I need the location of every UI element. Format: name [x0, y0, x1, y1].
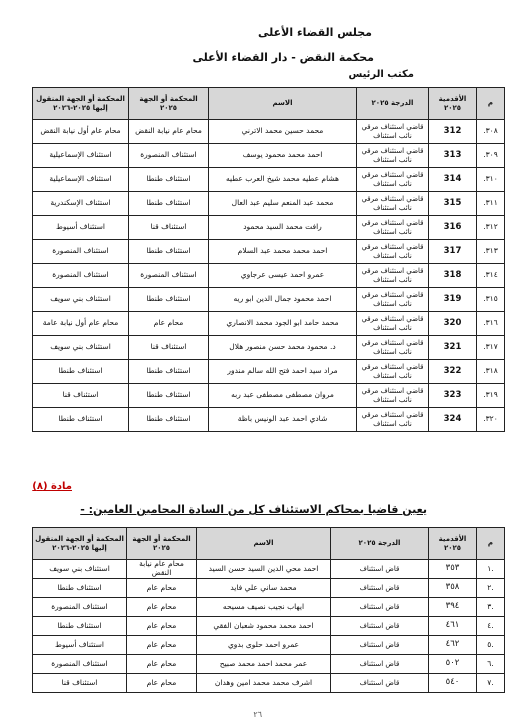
table-row — [33, 598, 505, 617]
cell-rank: 316 — [429, 216, 477, 240]
cell-rank: 324 — [429, 408, 477, 432]
cell-name: احمد محمد محمد عبد السلام — [209, 240, 357, 264]
page-number: ٢٦ — [253, 710, 262, 719]
cell-court: استئناف طنطا — [129, 360, 209, 384]
cell-m: ٣٢٠. — [477, 408, 505, 432]
cell-degree: قاض استئناف — [331, 560, 429, 579]
cell-court: استئناف المنصورة — [129, 144, 209, 168]
table-row — [33, 655, 505, 674]
cell-m: .٦ — [477, 655, 505, 674]
col-degree: الدرجة ٢٠٢٥ — [331, 528, 429, 560]
cell-degree: قاضي استئناف مرقي نائب استئناف — [357, 216, 429, 240]
article-number: مادة (٨) — [32, 481, 72, 492]
cell-name: ايهاب نجيب نصيف مسيحه — [197, 598, 331, 617]
cell-name: محمد ساني علي فايد — [197, 579, 331, 598]
cell-court: استئناف طنطا — [129, 240, 209, 264]
cell-court: محام عام — [127, 598, 197, 617]
cell-degree: قاضي استئناف مرقي نائب استئناف — [357, 336, 429, 360]
cell-degree: قاض استئناف — [331, 598, 429, 617]
appointments-table — [32, 527, 505, 693]
cell-name: مراد سيد احمد فتح الله سالم مندور — [209, 360, 357, 384]
cell-court: استئناف قنا — [129, 216, 209, 240]
cell-rank: 320 — [429, 312, 477, 336]
cell-court: استئناف المنصورة — [129, 264, 209, 288]
cell-m: ٣٠٩. — [477, 144, 505, 168]
cell-court: استئناف طنطا — [129, 408, 209, 432]
court-title: محكمة النقض - دار القضاء الأعلى — [192, 51, 374, 64]
cell-dest: محام عام أول نيابة النقض — [33, 120, 129, 144]
table-row — [33, 384, 505, 408]
cell-degree: قاضي استئناف مرقي نائب استئناف — [357, 240, 429, 264]
cell-dest: استئناف المنصورة — [33, 240, 129, 264]
cell-name: شادي احمد عبد الونيس باظة — [209, 408, 357, 432]
cell-court: محام عام — [127, 674, 197, 693]
table-row — [33, 216, 505, 240]
col-court: المحكمة أو الجهة ٢٠٢٥ — [129, 88, 209, 120]
cell-degree: قاضي استئناف مرقي نائب استئناف — [357, 312, 429, 336]
cell-dest: استئناف أسيوط — [33, 636, 127, 655]
col-name: الاسم — [209, 88, 357, 120]
cell-name: اشرف محمد محمد امين وهدان — [197, 674, 331, 693]
cell-rank: 314 — [429, 168, 477, 192]
cell-degree: قاض استئناف — [331, 579, 429, 598]
cell-m: .٧ — [477, 674, 505, 693]
transfers-table — [32, 87, 505, 432]
table-row — [33, 192, 505, 216]
cell-rank: 322 — [429, 360, 477, 384]
cell-dest: استئناف بني سويف — [33, 288, 129, 312]
cell-degree: قاضي استئناف مرقي نائب استئناف — [357, 288, 429, 312]
col-rank: الأقدمية ٢٠٢٥ — [429, 528, 477, 560]
col-dest: المحكمة أو الجهة المنقول إليها ٢٠٢٥-٢٠٢٦ — [33, 88, 129, 120]
cell-name: احمد محمود جمال الدين ابو ريه — [209, 288, 357, 312]
cell-rank: ٣٥٨ — [429, 579, 477, 598]
cell-court: استئناف طنطا — [129, 288, 209, 312]
cell-court: استئناف طنطا — [129, 384, 209, 408]
cell-dest: استئناف طنطا — [33, 408, 129, 432]
cell-degree: قاضي استئناف مرقي نائب استئناف — [357, 192, 429, 216]
cell-dest: استئناف طنطا — [33, 579, 127, 598]
cell-degree: قاض استئناف — [331, 674, 429, 693]
council-title: مجلس القضاء الأعلى — [258, 26, 372, 39]
cell-name: هشام عطيه محمد شيخ العرب عطيه — [209, 168, 357, 192]
cell-rank: ٥٤٠ — [429, 674, 477, 693]
cell-degree: قاضي استئناف مرقي نائب استئناف — [357, 120, 429, 144]
cell-m: ٣١٦. — [477, 312, 505, 336]
cell-rank: ٣٩٤ — [429, 598, 477, 617]
cell-name: محمد حامد ابو الجود محمد الانصاري — [209, 312, 357, 336]
cell-dest: استئناف بني سويف — [33, 336, 129, 360]
table-row — [33, 560, 505, 579]
table-row — [33, 579, 505, 598]
cell-dest: استئناف المنصورة — [33, 264, 129, 288]
cell-name: د. محمود محمد حسن منصور هلال — [209, 336, 357, 360]
cell-name: مروان مصطفى مصطفى عبد ربه — [209, 384, 357, 408]
cell-m: ٣١٩. — [477, 384, 505, 408]
cell-rank: 315 — [429, 192, 477, 216]
table-row — [33, 312, 505, 336]
cell-name: عمرو احمد حلوى بدوي — [197, 636, 331, 655]
table-row — [33, 408, 505, 432]
cell-rank: 323 — [429, 384, 477, 408]
cell-dest: استئناف قنا — [33, 384, 129, 408]
cell-court: محام عام نيابة النقض — [129, 120, 209, 144]
cell-degree: قاضي استئناف مرقي نائب استئناف — [357, 168, 429, 192]
cell-name: رافت محمد السيد محمود — [209, 216, 357, 240]
cell-court: محام عام نيابة النقض — [127, 560, 197, 579]
cell-rank: 313 — [429, 144, 477, 168]
cell-degree: قاضي استئناف مرقي نائب استئناف — [357, 384, 429, 408]
cell-m: .٣ — [477, 598, 505, 617]
cell-court: محام عام — [129, 312, 209, 336]
cell-m: ٣١٤. — [477, 264, 505, 288]
cell-dest: استئناف طنطا — [33, 617, 127, 636]
cell-degree: قاض استئناف — [331, 617, 429, 636]
cell-degree: قاضي استئناف مرقي نائب استئناف — [357, 408, 429, 432]
cell-m: .١ — [477, 560, 505, 579]
office-title: مكتب الرئيس — [348, 69, 414, 80]
cell-dest: استئناف طنطا — [33, 360, 129, 384]
cell-m: ٣١١. — [477, 192, 505, 216]
cell-court: استئناف طنطا — [129, 168, 209, 192]
table-row — [33, 336, 505, 360]
cell-name: محمد حسين محمد الاترني — [209, 120, 357, 144]
col-rank: الأقدمية ٢٠٢٥ — [429, 88, 477, 120]
cell-rank: 317 — [429, 240, 477, 264]
table-row — [33, 144, 505, 168]
cell-dest: استئناف المنصورة — [33, 598, 127, 617]
cell-name: احمد محي الدين السيد حسن السيد — [197, 560, 331, 579]
cell-name: احمد محمد محمود يوسف — [209, 144, 357, 168]
table-row — [33, 168, 505, 192]
table-row — [33, 240, 505, 264]
col-name: الاسم — [197, 528, 331, 560]
table-row — [33, 120, 505, 144]
cell-m: .٢ — [477, 579, 505, 598]
cell-dest: استئناف الإسماعيلية — [33, 144, 129, 168]
cell-degree: قاض استئناف — [331, 636, 429, 655]
cell-rank: 321 — [429, 336, 477, 360]
table-row — [33, 288, 505, 312]
cell-rank: ٤٦٢ — [429, 636, 477, 655]
cell-dest: استئناف الإسماعيلية — [33, 168, 129, 192]
table-row — [33, 264, 505, 288]
cell-name: محمد عبد المنعم سليم عبد العال — [209, 192, 357, 216]
col-m: م — [477, 88, 505, 120]
cell-m: ٣١٥. — [477, 288, 505, 312]
cell-rank: ٥٠٢ — [429, 655, 477, 674]
cell-dest: استئناف بني سويف — [33, 560, 127, 579]
cell-degree: قاضي استئناف مرقي نائب استئناف — [357, 144, 429, 168]
cell-m: ٣١٢. — [477, 216, 505, 240]
table-row — [33, 674, 505, 693]
cell-dest: استئناف أسيوط — [33, 216, 129, 240]
cell-court: محام عام — [127, 617, 197, 636]
cell-name: عمرو احمد عيسى عرجاوي — [209, 264, 357, 288]
cell-court: محام عام — [127, 579, 197, 598]
col-dest: المحكمة أو الجهة المنقول إليها ٢٠٢٥-٢٠٢٦ — [33, 528, 127, 560]
cell-court: استئناف قنا — [129, 336, 209, 360]
col-court: المحكمة أو الجهة ٢٠٢٥ — [127, 528, 197, 560]
cell-dest: استئناف المنصورة — [33, 655, 127, 674]
cell-m: .٤ — [477, 617, 505, 636]
cell-degree: قاض استئناف — [331, 655, 429, 674]
cell-m: ٣٠٨. — [477, 120, 505, 144]
table-row — [33, 360, 505, 384]
cell-court: محام عام — [127, 636, 197, 655]
cell-rank: 312 — [429, 120, 477, 144]
col-degree: الدرجة ٢٠٢٥ — [357, 88, 429, 120]
cell-rank: ٣٥٣ — [429, 560, 477, 579]
cell-dest: استئناف قنا — [33, 674, 127, 693]
cell-m: ٣١٨. — [477, 360, 505, 384]
article-clause: يعين قاضيا بمحاكم الاستئناف كل من السادة المحامين العامين: - — [80, 503, 427, 516]
cell-court: محام عام — [127, 655, 197, 674]
cell-rank: 319 — [429, 288, 477, 312]
cell-name: عمر محمد احمد محمد صبيح — [197, 655, 331, 674]
table-row — [33, 617, 505, 636]
cell-degree: قاضي استئناف مرقي نائب استئناف — [357, 360, 429, 384]
cell-m: ٣١٣. — [477, 240, 505, 264]
table-row — [33, 636, 505, 655]
cell-name: احمد محمد محمود شعبان الفقي — [197, 617, 331, 636]
cell-m: ٣١٧. — [477, 336, 505, 360]
cell-dest: محام عام أول نيابة عامة — [33, 312, 129, 336]
cell-m: ٣١٠. — [477, 168, 505, 192]
col-m: م — [477, 528, 505, 560]
cell-m: .٥ — [477, 636, 505, 655]
cell-dest: استئناف الإسكندرية — [33, 192, 129, 216]
cell-rank: 318 — [429, 264, 477, 288]
cell-rank: ٤٦١ — [429, 617, 477, 636]
cell-court: استئناف طنطا — [129, 192, 209, 216]
cell-degree: قاضي استئناف مرقي نائب استئناف — [357, 264, 429, 288]
